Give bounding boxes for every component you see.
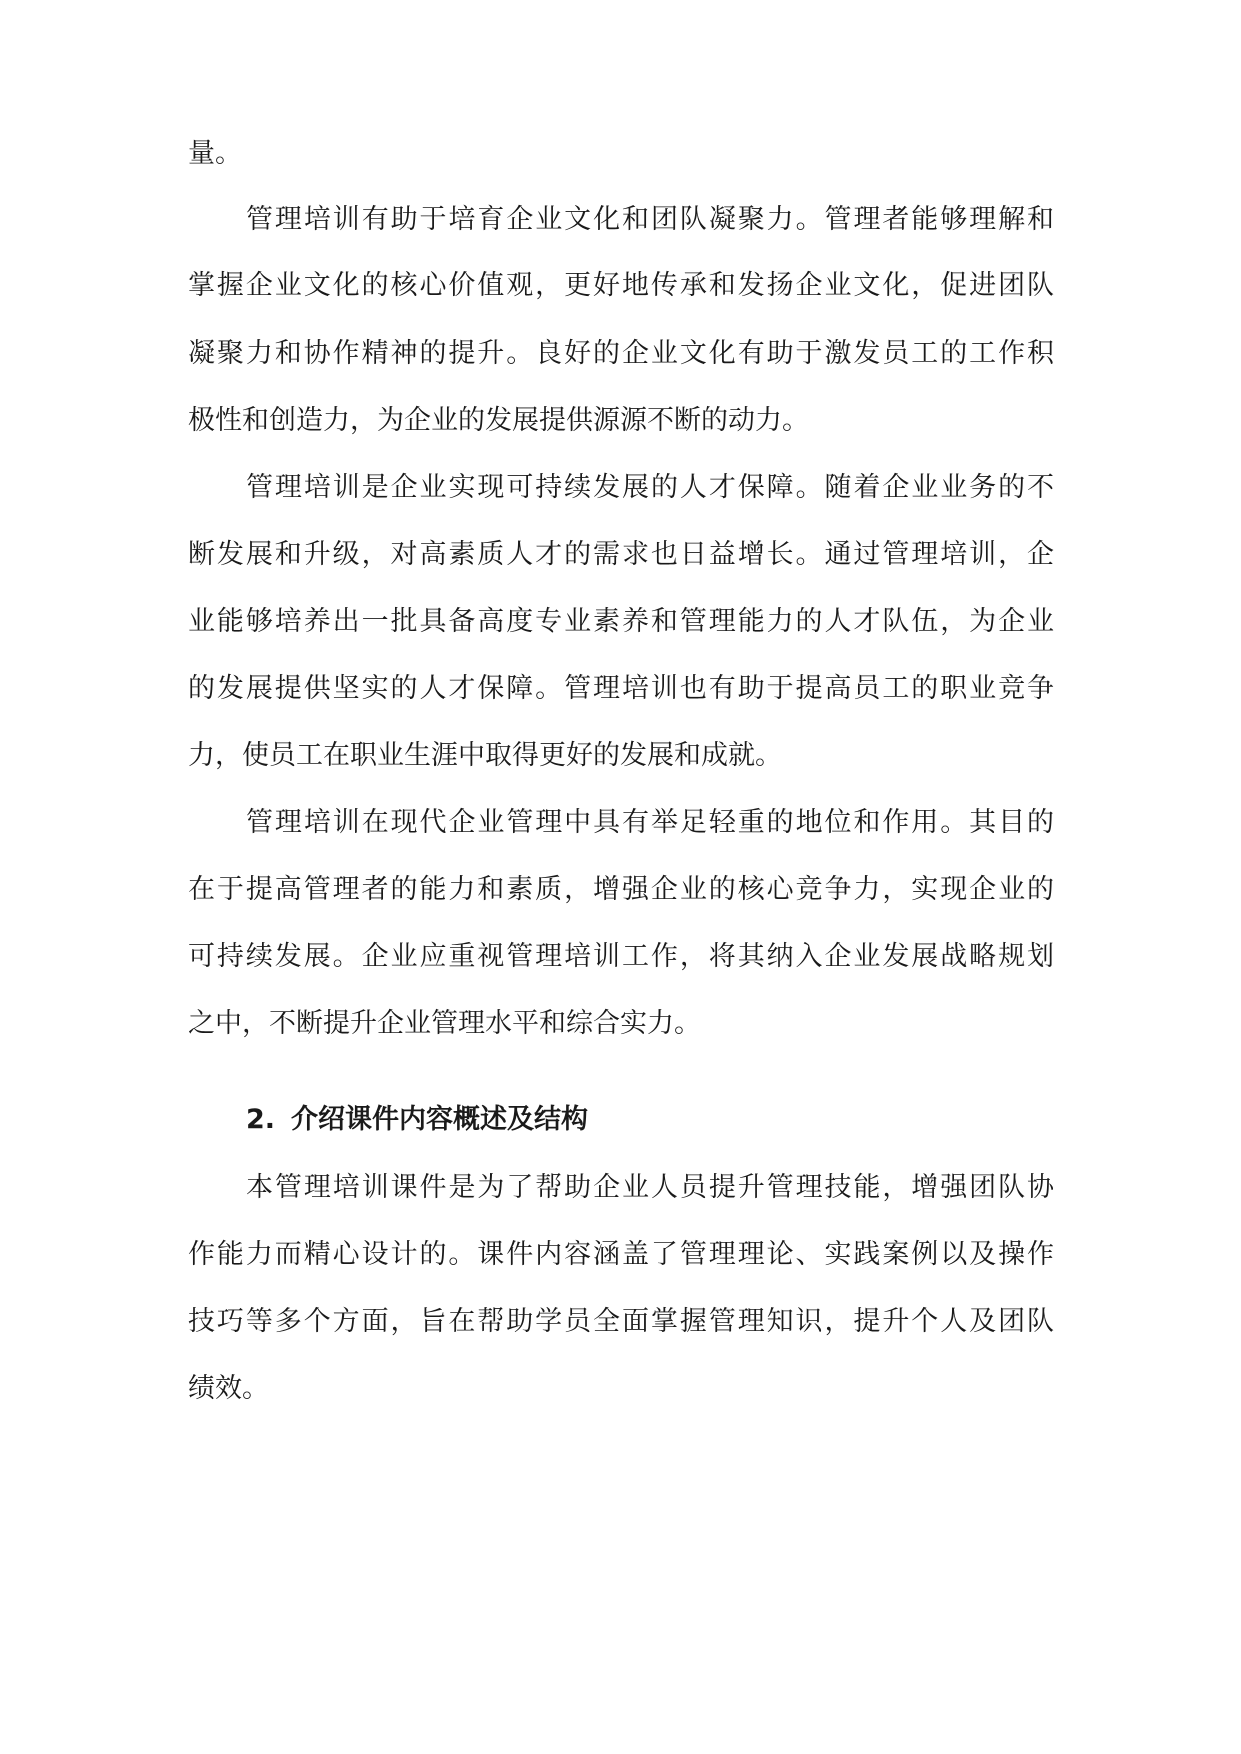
section-heading	[246, 1100, 588, 1140]
paragraph-line: 管理培训在现代企业管理中具有举足轻重的地位和作用。其目的	[246, 807, 1054, 838]
paragraph-line: 力，使员工在职业生涯中取得更好的发展和成就。	[188, 740, 782, 771]
paragraph-line: 管理培训是企业实现可持续发展的人才保障。随着企业业务的不	[246, 472, 1054, 503]
paragraph-line: 凝聚力和协作精神的提升。良好的企业文化有助于激发员工的工作积	[188, 338, 1054, 369]
paragraph-line: 本管理培训课件是为了帮助企业人员提升管理技能，增强团队协	[246, 1172, 1054, 1203]
paragraph-line: 技巧等多个方面，旨在帮助学员全面掌握管理知识，提升个人及团队	[188, 1306, 1054, 1337]
paragraph-line: 绩效。	[188, 1373, 269, 1404]
paragraph-line: 掌握企业文化的核心价值观，更好地传承和发扬企业文化，促进团队	[188, 270, 1054, 301]
section-title: 介绍课件内容概述及结构	[291, 1104, 589, 1135]
paragraph-line: 在于提高管理者的能力和素质，增强企业的核心竞争力，实现企业的	[188, 874, 1054, 905]
paragraph-line: 业能够培养出一批具备高度专业素养和管理能力的人才队伍，为企业	[188, 606, 1054, 637]
paragraph-line: 量。	[188, 138, 242, 169]
paragraph-line: 的发展提供坚实的人才保障。管理培训也有助于提高员工的职业竞争	[188, 673, 1054, 704]
paragraph-line: 之中，不断提升企业管理水平和综合实力。	[188, 1008, 701, 1039]
paragraph-line: 可持续发展。企业应重视管理培训工作，将其纳入企业发展战略规划	[188, 941, 1054, 972]
paragraph-line: 作能力而精心设计的。课件内容涵盖了管理理论、实践案例以及操作	[188, 1239, 1054, 1270]
paragraph-line: 断发展和升级，对高素质人才的需求也日益增长。通过管理培训，企	[188, 539, 1054, 570]
paragraph-line: 极性和创造力，为企业的发展提供源源不断的动力。	[188, 405, 809, 436]
section-number: 2.	[246, 1104, 276, 1135]
paragraph-line: 管理培训有助于培育企业文化和团队凝聚力。管理者能够理解和	[246, 204, 1054, 235]
